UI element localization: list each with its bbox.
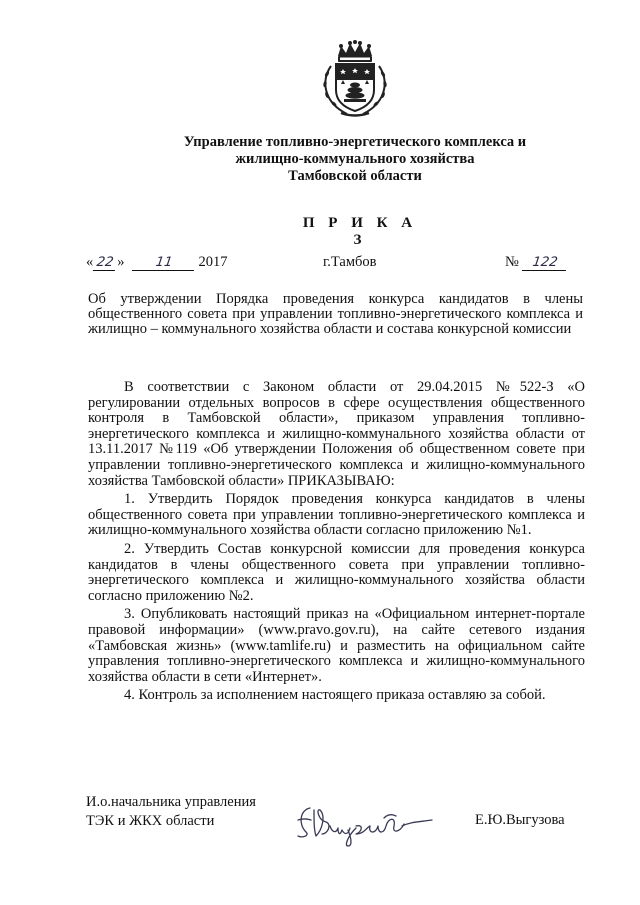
order-item: 3. Опубликовать настоящий приказ на «Официальном интернет-портале правовой информации» (www.pravo.gov.ru), на сайте сетевого издания «Тамбовская жизнь» (www.tamlife.ru) и разместить на официальном сайте управления топливно-энергетического комплекса и жилищно-коммунального хозяйства области в сети «Интернет». xyxy=(88,606,585,685)
signatory-position-line: И.о.начальника управления xyxy=(86,794,256,810)
order-item: 1. Утвердить Порядок проведения конкурса кандидатов в члены общественного совета при управлении топливно-энергетического комплекса и жилищно-коммунального хозяйства области согласно приложению №1. xyxy=(88,491,585,539)
organization-name-line: Управление топливно-энергетического комплекса и xyxy=(183,134,527,150)
signatory-name: Е.Ю.Выгузова xyxy=(475,812,565,828)
organization-region-line: Тамбовской области xyxy=(288,168,422,184)
date-year: 2017 xyxy=(198,254,228,270)
preamble-paragraph: В соответствии с Законом области от 29.04.2015 №522-З «О регулировании отдельных вопросов в сфере осуществления общественного контроля в Тамбовской области», приказом управления топливно-энергетического комплекса и жилищно-коммунального хозяйства области от 13.11.2017 №119 «Об утверждении Положения об общественном совете при управлении топливно-энергетического комплекса и жилищно-коммунального хозяйства Тамбовской области» ПРИКАЗЫВАЮ: xyxy=(88,379,585,489)
document-number xyxy=(505,254,567,271)
signatory-position xyxy=(86,793,256,831)
order-item: 4. Контроль за исполнением настоящего приказа оставляю за собой. xyxy=(124,687,546,704)
handwritten-signature xyxy=(292,796,442,848)
document-subject: Об утверждении Порядка проведения конкурса кандидатов в члены общественного совета при управлении топливно-энергетического комплекса и жилищно – коммунального хозяйства области и состава конкурсной комиссии xyxy=(88,291,583,337)
handwritten-day: 22 xyxy=(93,255,117,271)
organization-name-line: жилищно-коммунального хозяйства xyxy=(235,151,475,167)
date-close-quote: » xyxy=(117,254,125,270)
handwritten-month: 11 xyxy=(131,255,195,271)
handwritten-number: 122 xyxy=(522,255,568,271)
organization-header xyxy=(120,134,590,185)
document-date xyxy=(86,254,228,271)
date-open-quote: « xyxy=(86,254,94,270)
order-item: 2. Утвердить Состав конкурсной комиссии для проведения конкурса кандидатов в члены общественного совета при управлении топливно-энергетического комплекса и жилищно-коммунального хозяйства области согласно приложению №2. xyxy=(88,540,585,604)
signatory-position-line: ТЭК и ЖКХ области xyxy=(86,813,215,829)
document-body xyxy=(88,380,585,704)
document-title: П Р И К А З xyxy=(302,215,418,248)
coat-of-arms-icon xyxy=(317,40,393,118)
number-label: № xyxy=(505,254,519,270)
document-city: г.Тамбов xyxy=(323,254,377,270)
